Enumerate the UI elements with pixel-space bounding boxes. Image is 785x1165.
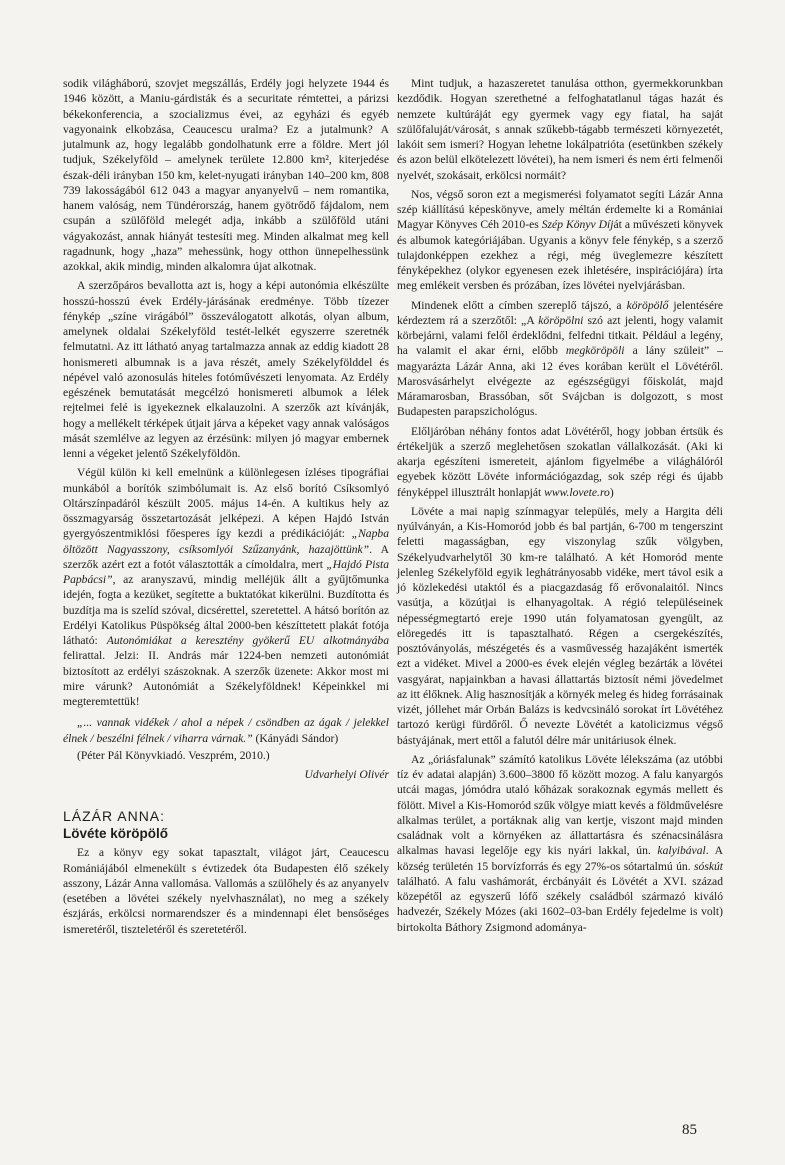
- italic-term: köröpölni: [538, 313, 584, 327]
- paragraph: Ez a könyv egy sokat tapasztalt, világot járt, Ceaucescu Romániájából elmenekült s évtizedek óta Budapesten élő székely asszony, Lázár Anna vallomása. Vallomás a szülőhely és az anyanyelv (esetében a lövétei székely nyelvhasználat), no meg a székely észjárás, erkölcsi normarendszer és a mindennapi élet bensőséges ismeretéről, tiszteletéről és szeretetéről.: [63, 846, 389, 936]
- poem-author: (Kányádi Sándor): [252, 731, 339, 745]
- website-url: www.lovete.ro: [544, 485, 610, 499]
- right-column: [397, 76, 723, 935]
- text-run: a lány szüleit” – magyarázta Lázár Anna, aki 12 éves korában került el Lövétéről. Marosvásárhelyt elvégezte az egészségügyi főiskolát, majd Máramarosban, Brassóban, sőt Svájcban is dolgozott, s most Budapesten parapszichológus.: [397, 344, 723, 419]
- italic-term: köröpölő: [626, 298, 669, 312]
- paragraph: [397, 187, 723, 294]
- review-book-title: Lövéte köröpölő: [63, 826, 169, 842]
- poem-quote: [63, 715, 389, 746]
- text-run: , az aranyszavú, mindig melléjük állt a gyűjtőmunka idején, fogta a kezüket, segítette a buktatókat kikerülni. Buzdította és buzdítja ma is szelíd szóval, dicsérettel, szeretettel. A hátsó borítón az Erdélyi Katolikus Püspökség által 2000-ben készíttetett plakát fotója látható:: [63, 573, 389, 647]
- text-run: ): [609, 485, 614, 499]
- text-run: Nos, végső soron ezt a megismerési folyamatot segíti Lázár Anna szép kiállítású képeskönyve, amely méltán érdemelte ki a Romániai Magyar Könyves Céh 2010-es: [397, 187, 723, 232]
- italic-term: kalyibával: [657, 844, 706, 858]
- text-run: . A község területén 15 borvízforrás és egy 27%-os sótartalmú ún.: [397, 844, 723, 873]
- text-run: Előljáróban néhány fontos adat Lövétéről, hogy jobban értsük és értékeljük a szerző meglehetősen szokatlan vállalkozását. (Aki ki akarja egészíteni ismereteit, ajánlom figyelmébe a világhálóról egyebek között Lövéte információgazdag, sok szép régi és újabb fényképpel illusztrált honlapját: [397, 424, 723, 499]
- paragraph: Mint tudjuk, a hazaszeretet tanulása otthon, gyermekkorunkban kezdődik. Hogyan szerethetné a felfoghatatlanul tágas hazát és nemzete kultúráját egy gyermek vagy egy fiatal, ha saját szülőfaluját/városát, s annak szűkebb-tágabb természeti környezetét, lakóit sem ismeri? Hogyan lehetne lokálpatrióta (esetünkben székely és azon belül elkötelezett lövétei), ha nem ismeri és nem érti felmenői nyelvét, szokásait, erkölcsi normáit?: [397, 77, 723, 182]
- paragraph: sodik világháború, szovjet megszállás, Erdély jogi helyzete 1944 és 1946 között, a Maniu-gárdisták és a securitate rémtettei, a párizsi békekonferencia, a szocializmus évei, az egyházi és egyéb vagyonaink elkobzása, Ceaucescu uralma? Ez a jutalmunk? A jutalmunk az, hogy legalább gondolhatunk erre a földre. Mert jól tudjuk, Székelyföld – amelynek területe 12.800 km², kiterjedése észak-déli irányban 150 km, kelet-nyugati irányban 140–200 km, 808 739 lakosságából 612 043 a magyar anyanyelvű – nem romantika, hanem valóság, nem Tündérország, hanem gyötrődő fájdalom, nem csupán a szülőföld melegét adja, inkább a szülőföld utáni vágyakozást, annak hiányát testesíti meg. Minden alkalmat meg kell ragadnunk, hogy „haza” mehessünk, hogy otthon ünnepelhessünk azokkal, akik mindig, minden alkalomra újat alkotnak.: [63, 77, 389, 273]
- italic-term: sóskút: [694, 859, 723, 873]
- text-run: . A szerzők azért ezt a fotót választották a címoldalra, mert: [63, 542, 389, 571]
- italic-title: Szép Könyv Díj: [541, 218, 614, 232]
- text-run: szó azt jelenti, hogy valamit körbejárni, valami felől érdeklődni, felfedni titkait. Például a legény, ha valamit el akar érni, előbb: [397, 313, 723, 358]
- text-run: át a művészeti könyvek és albumok kategóriájában. Ugyanis a könyv fele fénykép, s a szerző tulajdonképpen ezekhez a régi, még üveglemezre készített fényképekhez (olykor egyenesen ezek ihletésére, inspirációjára) írta meg emlékeit versben és prózában, ízes lövétei nyelvjárásban.: [397, 218, 723, 293]
- paragraph: [63, 465, 389, 709]
- text-run: jelentésére kérdeztem rá a szerzőtől: „A: [397, 298, 723, 327]
- paragraph: [397, 298, 723, 420]
- italic-title: Autonómiákat a keresztény gyökerű EU alkotmányába: [106, 634, 389, 647]
- review-signature: Udvarhelyi Olivér: [304, 768, 389, 781]
- text-run: Végül külön ki kell emelnünk a különlegesen ízléses tipográfiai munkából a borítók szimbólumait is. Az első borító Csíksomlyó Oltárszínpadáról készült 2005. május 14-én. A kultikus hely az összmagyarság összetartozását jelképezi. A képen Hajdó István gyergyószentmiklósi főesperes így kezdi a prédikációját:: [63, 466, 389, 541]
- paragraph: [397, 424, 723, 500]
- publisher-info: (Péter Pál Könyvkiadó. Veszprém, 2010.): [77, 748, 270, 762]
- paragraph: Lövéte a mai napig színmagyar település, mely a Hargita déli nyúlványán, a Kis-Homoród jobb és bal partján, 6-700 m tengerszint feletti magasságban, egy viszonylag szűk völgyben, Székelyudvarhelytől 30 km-re található. A két Homoród mente jelenleg Székelyföld egyik leghátrányosabb vidéke, mert távol esik a jó közlekedési utaktól és a piacgazdaság fő erővonalaitól. Nincs vasútja, a közútjai is elhanyagoltak. A régió településeinek népességmegtartó ereje 1990 után folyamatosan gyengült, az elöregedés itt is tapasztalható. Régen a csergekészítés, posztóványolás, mészégetés és a vasművesség hazajáként ismerték ezt a vidéket. Mivel a 2000-es évek elején végleg bezárták a lövétei vasgyárat, napjainkban a havasi állattartás biztosít némi jövedelmet az itt élőknek. Alig hasznosítják a környék meleg és hideg forrásainak vizét, jóllehet már Orbán Balázs is kedvcsináló sorokat írt Lövétéhez tartozó kerügi fürdőről. Ő nevezte Lövétét a katolicizmus végső bástyájának, mert ettől a falutól délre már unitáriusok élnek.: [397, 504, 723, 747]
- text-run: Az „óriásfalunak” számító katolikus Lövéte lélekszáma (az utóbbi tíz év adatai alapján) 3.600–3800 fő között mozog. A falu kanyargós utcái magas, jómódra utaló kőházak sorakoznak egymás mellett és fölött. Mivel a Kis-Homoród szűk völgye miatt kevés a földművelésre alkalmas terület, a portáknak alig van kertje, viszont majd minden családnak volt a környéken az állattartásra és szénacsinálásra alkalmas havasi legelője egy kis nyári lakkal, ún.: [397, 752, 723, 858]
- poem-text: „... vannak vidékek / ahol a népek / csöndben az ágak / jelekkel élnek / beszélni félnek / viharra várnak.”: [63, 716, 389, 745]
- italic-term: megköröpöli: [565, 344, 625, 358]
- italic-quote: „Hajdó Pista Papbácsi”: [63, 557, 389, 586]
- review-author: LÁZÁR ANNA:: [63, 808, 166, 825]
- text-run: Mindenek előtt a címben szereplő tájszó, a: [411, 298, 627, 312]
- text-run: található. A falu vashámorát, ércbányáit és Lövétét a XVI. század közepétől az egyszerű lófő székely családból származó kiváló hadvezér, Székely Mózes (aki 1602–03-ban Erdély fejedelme is volt) birtokolta Báthory Zsigmond adománya-: [397, 874, 723, 934]
- left-column: [63, 76, 389, 937]
- paragraph: [397, 752, 723, 935]
- review-heading: [63, 808, 389, 842]
- page-number: 85: [682, 1122, 697, 1138]
- paragraph: A szerzőpáros bevallotta azt is, hogy a képi autonómia elkészülte hosszú-hosszú évek Erdély-járásának eredménye. Több tízezer fénykép „színe virágából” összeválogatott alkotás, olyan album, amelynek oldalai Székelyföld testét-lelkét egyszerre szeretnék felmutatni. Az itt látható anyag tartalmazza annak az eddig kiadott 28 honismereti albumnak is a java részét, amely Székelyfölddel és népével való azonosulás hiteles fotóművészeti lenyomata. Az Erdély egészének bemutatását megcélzó honismereti albumok a lélek rejtelmei felé is igyekeznek elkalauzolni. A szerzők azt kívánják, hogy a mellékelt térképek útjait járva a képeket vagy annak valóságos mását szemlélve az legyen az érzésünk: milyen jó magyar embernek lenni a végeket jelentő Székelyföldön.: [63, 279, 389, 460]
- italic-quote: „Napba öltözött Nagyasszony, csíksomlyói Szűzanyánk, hazajöttünk”: [63, 527, 389, 556]
- text-run: felirattal. Jelzi: II. András már 1224-ben nemzeti autonómiát biztosított az erdélyi szászoknak. A szerzők üzenete: Akkor most mi mire várunk? Autonómiát a Székelyföldnek! Képeinkkel mi megteremtettük!: [63, 649, 389, 708]
